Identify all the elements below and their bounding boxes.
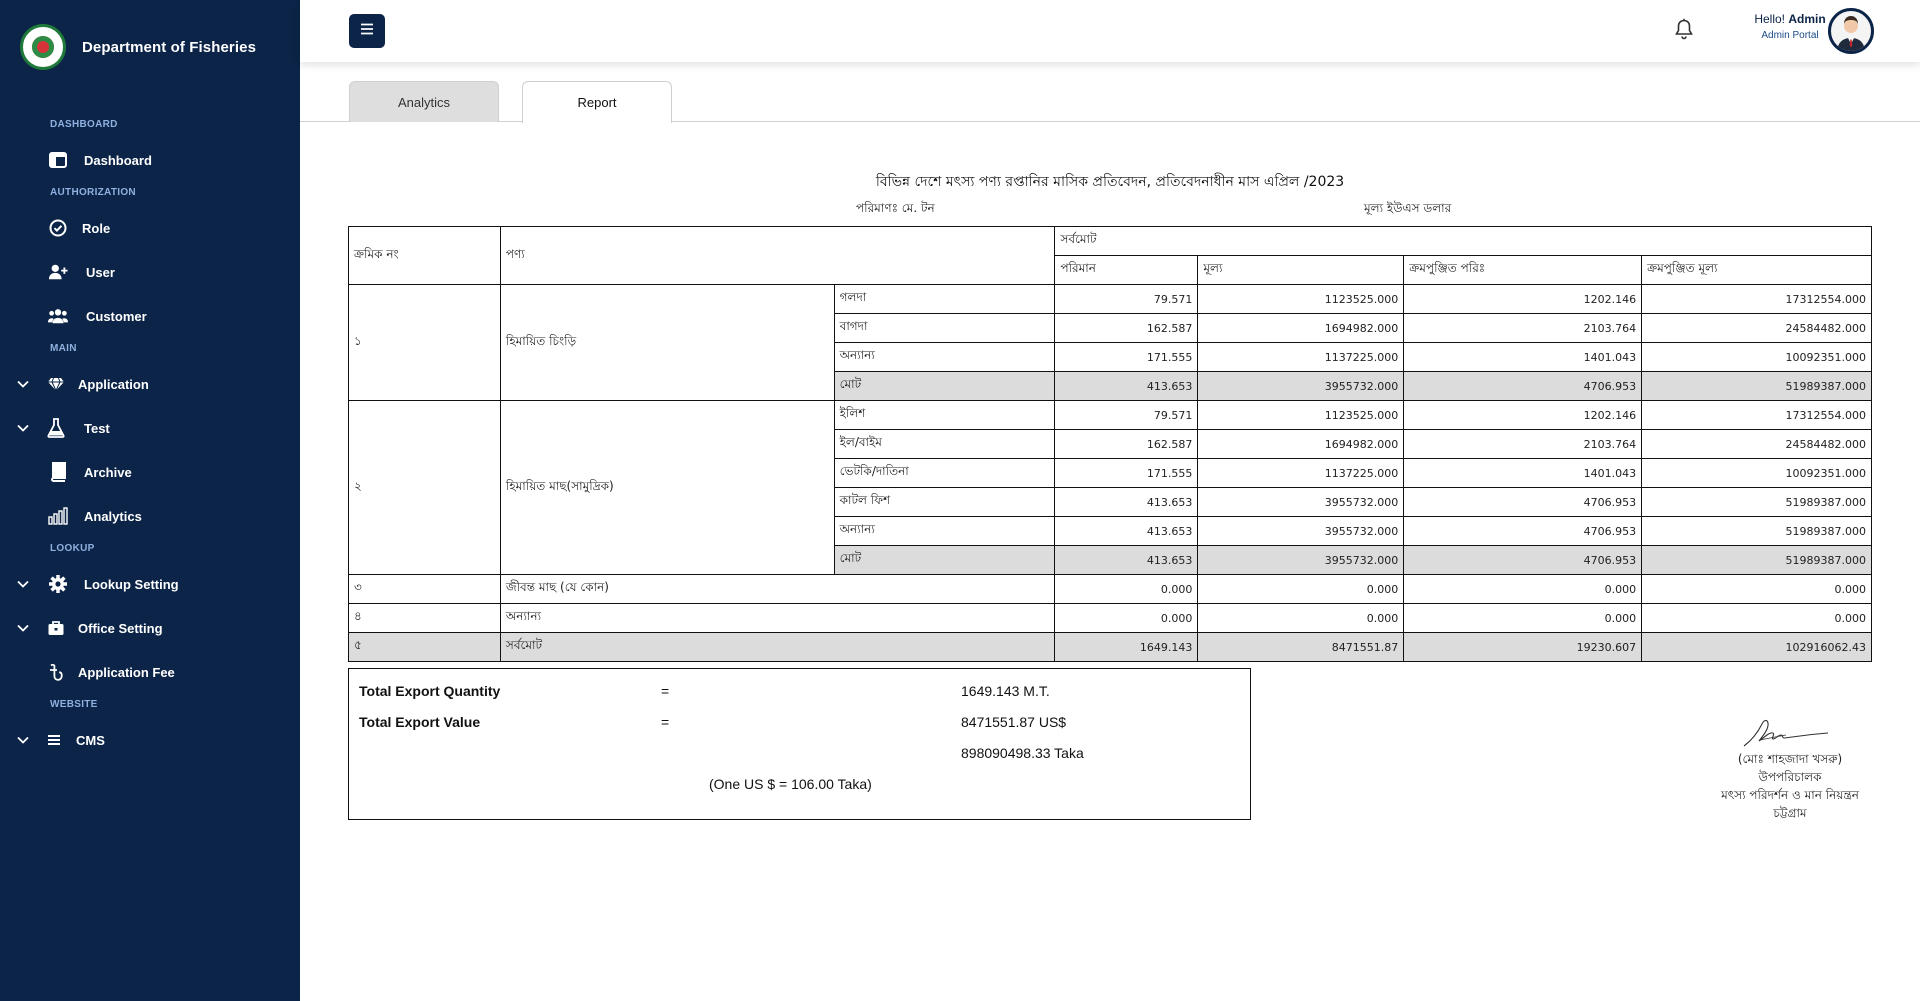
chevron-down-icon — [16, 733, 30, 747]
section-main: MAIN — [50, 343, 77, 354]
greeting-text — [1740, 12, 1840, 26]
header-serial: ক্রমিক নং — [349, 227, 501, 285]
value-cell: 1137225.000 — [1198, 459, 1404, 488]
header-cumulative-quantity: ক্রমপুঞ্জিত পরিঃ — [1404, 256, 1642, 285]
flask-icon — [46, 418, 66, 438]
gem-icon — [46, 374, 66, 394]
value-cell: 3955732.000 — [1198, 546, 1404, 575]
sidebar-item-label: Dashboard — [84, 152, 152, 168]
exchange-rate-note: (One US $ = 106.00 Taka) — [709, 776, 872, 792]
product-cell: সর্বমোট — [500, 633, 1055, 662]
qty-cell: 413.653 — [1055, 488, 1198, 517]
cum-value-cell: 0.000 — [1642, 575, 1872, 604]
sidebar-item-lookup-setting[interactable] — [0, 566, 300, 602]
cum-qty-cell: 1202.146 — [1404, 401, 1642, 430]
table-row — [349, 285, 1872, 314]
sidebar-item-label: User — [86, 264, 115, 280]
header-quantity: পরিমান — [1055, 256, 1198, 285]
cum-qty-cell: 2103.764 — [1404, 314, 1642, 343]
header-cumulative-value: ক্রমপুঞ্জিত মূল্য — [1642, 256, 1872, 285]
users-icon — [48, 306, 68, 326]
table-row — [349, 401, 1872, 430]
total-value-label: Total Export Value — [359, 714, 481, 730]
serial-cell: ১ — [349, 285, 501, 401]
cum-value-cell: 24584482.000 — [1642, 430, 1872, 459]
gear-icon — [48, 574, 68, 594]
value-cell: 3955732.000 — [1198, 517, 1404, 546]
item-name-cell: কাটল ফিশ — [834, 488, 1055, 517]
cum-qty-cell: 4706.953 — [1404, 517, 1642, 546]
sidebar-item-label: Role — [82, 220, 111, 236]
value-unit: মূল্য ইউএস ডলার — [1364, 201, 1452, 215]
grand-total-row — [349, 633, 1872, 662]
hamburger-icon — [360, 22, 374, 40]
greeting-user: Admin — [1788, 12, 1826, 26]
signatory-designation: উপপরিচালক — [1758, 770, 1822, 784]
equals-sign: = — [661, 714, 670, 730]
qty-cell: 162.587 — [1055, 430, 1198, 459]
check-circle-icon — [48, 218, 68, 238]
cum-value-cell: 51989387.000 — [1642, 517, 1872, 546]
equals-sign: = — [661, 683, 670, 699]
tab-analytics[interactable]: Analytics — [349, 81, 499, 122]
user-plus-icon — [48, 262, 68, 282]
product-cell: অন্যান্য — [500, 604, 1055, 633]
section-lookup: LOOKUP — [50, 543, 95, 554]
quantity-unit: পরিমাণঃ মে. টন — [856, 201, 935, 215]
taka-icon — [46, 662, 66, 682]
sidebar-item-label: Lookup Setting — [84, 576, 179, 592]
sidebar-item-office-setting[interactable] — [0, 610, 300, 646]
value-cell: 1137225.000 — [1198, 343, 1404, 372]
sidebar-item-archive[interactable] — [0, 454, 300, 490]
sidebar — [0, 0, 300, 1001]
header-grand-total: সর্বমোট — [1055, 227, 1872, 256]
product-cell: জীবন্ত মাছ (যে কোন) — [500, 575, 1055, 604]
cum-qty-cell: 0.000 — [1404, 604, 1642, 633]
value-cell: 1123525.000 — [1198, 401, 1404, 430]
sidebar-item-application[interactable] — [0, 366, 300, 402]
user-greeting — [1740, 12, 1840, 41]
signatory-name: (মোঃ শাহজাদা খসরু) — [1737, 752, 1843, 766]
value-cell: 3955732.000 — [1198, 488, 1404, 517]
user-role: Admin Portal — [1761, 30, 1819, 41]
chevron-down-icon — [16, 421, 30, 435]
value-cell: 3955732.000 — [1198, 372, 1404, 401]
table-body — [349, 285, 1872, 662]
cum-value-cell: 17312554.000 — [1642, 401, 1872, 430]
item-name-cell: মোট — [834, 372, 1055, 401]
value-cell: 0.000 — [1198, 604, 1404, 633]
report-title: বিভিন্ন দেশে মৎস্য পণ্য রপ্তানির মাসিক প্রতিবেদন, প্রতিবেদনাধীন মাস এপ্রিল /2023 — [875, 174, 1345, 190]
qty-cell: 413.653 — [1055, 546, 1198, 575]
serial-cell: ৩ — [349, 575, 501, 604]
export-report-table — [348, 226, 1872, 662]
qty-cell: 413.653 — [1055, 372, 1198, 401]
department-logo — [20, 24, 66, 70]
brand-name: Department of Fisheries — [82, 38, 257, 56]
total-value-taka: 898090498.33 Taka — [961, 745, 1084, 761]
book-icon — [48, 462, 68, 482]
cum-value-cell: 51989387.000 — [1642, 488, 1872, 517]
item-name-cell: বাগদা — [834, 314, 1055, 343]
section-dashboard: DASHBOARD — [50, 119, 118, 130]
item-name-cell: গলদা — [834, 285, 1055, 314]
cum-qty-cell: 1401.043 — [1404, 343, 1642, 372]
export-summary — [348, 668, 1251, 820]
sidebar-item-label: Archive — [84, 464, 132, 480]
table-row — [349, 604, 1872, 633]
serial-cell: ২ — [349, 401, 501, 575]
chevron-down-icon — [16, 377, 30, 391]
notification-bell-icon[interactable] — [1674, 18, 1696, 42]
sidebar-item-role[interactable] — [0, 210, 300, 246]
cum-qty-cell: 0.000 — [1404, 575, 1642, 604]
brand[interactable] — [20, 24, 256, 70]
cum-value-cell: 10092351.000 — [1642, 459, 1872, 488]
sidebar-item-label: Office Setting — [78, 620, 163, 636]
value-cell: 8471551.87 — [1198, 633, 1404, 662]
cum-value-cell: 10092351.000 — [1642, 343, 1872, 372]
cum-qty-cell: 2103.764 — [1404, 430, 1642, 459]
value-cell: 1694982.000 — [1198, 314, 1404, 343]
sidebar-item-label: Application — [78, 376, 149, 392]
value-cell: 1694982.000 — [1198, 430, 1404, 459]
avatar[interactable] — [1828, 8, 1874, 54]
qty-cell: 1649.143 — [1055, 633, 1198, 662]
list-icon — [44, 730, 64, 750]
sidebar-item-cms[interactable] — [0, 722, 300, 758]
cum-qty-cell: 4706.953 — [1404, 488, 1642, 517]
cum-qty-cell: 1401.043 — [1404, 459, 1642, 488]
sidebar-item-label: Test — [84, 420, 110, 436]
sidebar-item-analytics[interactable] — [0, 498, 300, 534]
item-name-cell: অন্যান্য — [834, 343, 1055, 372]
sidebar-item-label: Analytics — [84, 508, 142, 524]
sidebar-item-test[interactable] — [0, 410, 300, 446]
signature-mark — [1740, 716, 1840, 750]
item-name-cell: ভেটকি/দাতিনা — [834, 459, 1055, 488]
product-cell: হিমায়িত মাছ(সামুদ্রিক) — [500, 401, 834, 575]
sidebar-item-customer[interactable] — [0, 298, 300, 334]
top-bar — [300, 0, 1920, 62]
total-value-usd: 8471551.87 US$ — [961, 714, 1067, 730]
signatory-block — [1702, 716, 1878, 822]
product-cell: হিমায়িত চিংড়ি — [500, 285, 834, 401]
cum-value-cell: 51989387.000 — [1642, 372, 1872, 401]
tab-report[interactable]: Report — [522, 81, 672, 123]
qty-cell: 171.555 — [1055, 459, 1198, 488]
section-authorization: AUTHORIZATION — [50, 187, 136, 198]
item-name-cell: ইলিশ — [834, 401, 1055, 430]
item-name-cell: ইল/বাইম — [834, 430, 1055, 459]
qty-cell: 79.571 — [1055, 401, 1198, 430]
qty-cell: 0.000 — [1055, 604, 1198, 633]
briefcase-icon — [46, 618, 66, 638]
cum-value-cell: 24584482.000 — [1642, 314, 1872, 343]
tab-bar — [300, 80, 1920, 122]
qty-cell: 413.653 — [1055, 517, 1198, 546]
sidebar-item-user[interactable] — [0, 254, 300, 290]
sidebar-item-label: CMS — [76, 732, 105, 748]
header-value: মূল্য — [1198, 256, 1404, 285]
bar-chart-icon — [48, 506, 68, 526]
cum-qty-cell: 1202.146 — [1404, 285, 1642, 314]
dashboard-icon — [48, 150, 68, 170]
cum-value-cell: 102916062.43 — [1642, 633, 1872, 662]
menu-toggle-button[interactable] — [349, 14, 385, 48]
signatory-office: মৎস্য পরিদর্শন ও মান নিয়ন্ত্রন — [1721, 788, 1859, 802]
qty-cell: 0.000 — [1055, 575, 1198, 604]
sidebar-item-application-fee[interactable] — [0, 654, 300, 690]
cum-value-cell: 17312554.000 — [1642, 285, 1872, 314]
cum-qty-cell: 4706.953 — [1404, 372, 1642, 401]
greeting-hello: Hello! — [1754, 12, 1785, 26]
item-name-cell: মোট — [834, 546, 1055, 575]
chevron-down-icon — [16, 621, 30, 635]
serial-cell: ৪ — [349, 604, 501, 633]
cum-qty-cell: 4706.953 — [1404, 546, 1642, 575]
signatory-city: চট্টগ্রাম — [1773, 806, 1807, 820]
value-cell: 1123525.000 — [1198, 285, 1404, 314]
serial-cell: ৫ — [349, 633, 501, 662]
qty-cell: 79.571 — [1055, 285, 1198, 314]
qty-cell: 162.587 — [1055, 314, 1198, 343]
sidebar-item-dashboard[interactable] — [0, 142, 300, 178]
qty-cell: 171.555 — [1055, 343, 1198, 372]
sidebar-item-label: Application Fee — [78, 664, 175, 680]
cum-value-cell: 0.000 — [1642, 604, 1872, 633]
sidebar-item-label: Customer — [86, 308, 147, 324]
total-quantity-label: Total Export Quantity — [359, 683, 501, 699]
section-website: WEBSITE — [50, 699, 98, 710]
table-header-row — [349, 227, 1872, 256]
header-product: পণ্য — [500, 227, 1055, 285]
cum-value-cell: 51989387.000 — [1642, 546, 1872, 575]
cum-qty-cell: 19230.607 — [1404, 633, 1642, 662]
total-quantity-value: 1649.143 M.T. — [961, 683, 1050, 699]
table-row — [349, 575, 1872, 604]
chevron-down-icon — [16, 577, 30, 591]
value-cell: 0.000 — [1198, 575, 1404, 604]
item-name-cell: অন্যান্য — [834, 517, 1055, 546]
